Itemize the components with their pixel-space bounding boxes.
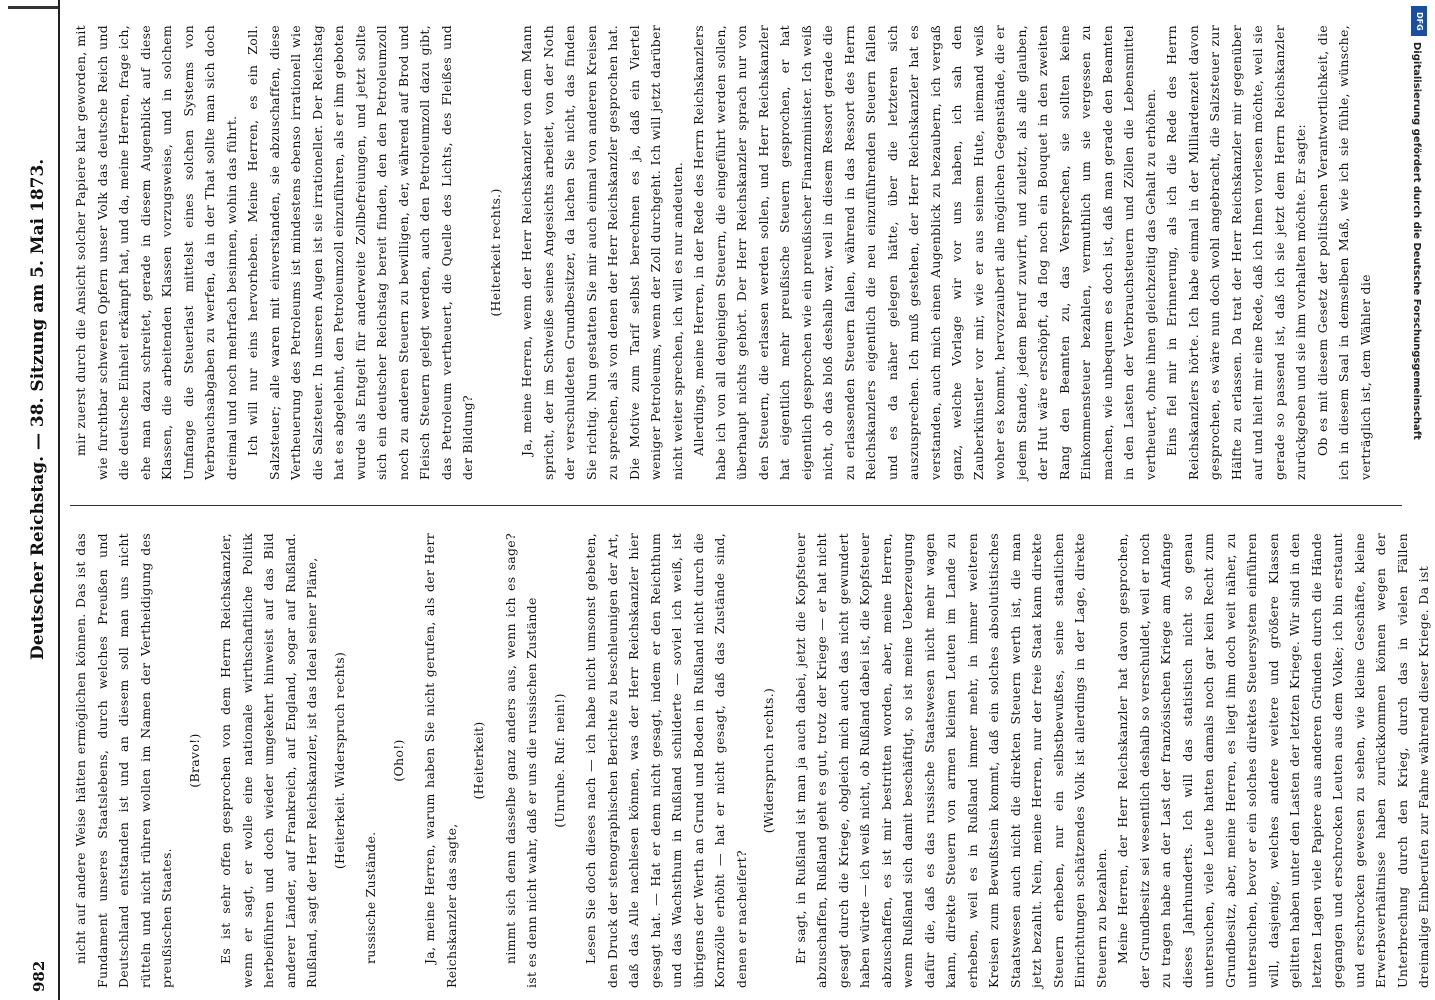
interjection: (Heiterkeit rechts.): [487, 188, 503, 317]
paragraph: Er sagt, in Rußland ist man ja auch dabei, jetzt die Kopfsteuer abzuschaffen, Rußland geht es gut, trotz der Kriege — er hat nicht gesagt durch die Kriege, obgleich mich auch das nicht gewundert haben würde — ich weiß nicht, ob Rußland dabei ist, die Kopfsteuer abzuschaffen, es ist mir bestritten worden, aber, meine Herren, wenn Rußland sich damit beschäftigt, so ist meine Ueberzeugung dafür die, daß es das russische Staatswesen nicht mehr wagen kann, direkte Steuern von armen kleinen Leuten im Lande zu erheben, weil es in Rußland immer mehr, in immer weiteren Kreisen zum Bewußtsein kommt, daß ein solches absolutistisches Staatswesen auch nicht die direkten Steuern werth ist, die man jetzt bezahlt. Nein, meine Herren, nur der freie Staat kann direkte Steuern erheben, nur ein selbstbewußtes, seine staatlichen Einrichtungen schätzendes Volk ist allerdings in der Lage, direkte Steuern zu bezahlen.: [792, 533, 1109, 988]
paragraph: Es ist sehr offen gesprochen von dem Herrn Reichskanzler, wenn er sagt, er wolle eine nationale wirthschaftliche Politik herbeiführen und doch wieder umgekehrt hinweist auf das Bild anderer Länder, auf Frankreich, auf England, sogar auf Rußland. Rußland, sagt der Herr Reichskanzler, ist das Ideal seiner Pläne,: [218, 533, 319, 988]
funding-notice: Digitalisierung gefördert durch die Deutsche Forschungsgemeinschaft: [1411, 42, 1422, 440]
interjection: (Bravo!): [186, 733, 202, 788]
interjection: (Widerspruch rechts.): [761, 687, 776, 834]
paragraph: mir zuerst durch die Ansicht solcher Papiere klar geworden, mit wie furchtbar schweren Opfern unser Volk das deutsche Reich und die deutsche Einheit erkämpft hat, und da, meine Herren, frage ich, ehe man dazu schreitet, gerade in diesem Augenblick auf diese Klassen, die arbeitenden Klassen vorzugsweise, und in solchem Umfange die Steuerlast mittelst eines solchen Systems von Verbrauchsabgaben zu werfen, da in der That sollte man sich doch dreimal und noch mehrfach besinnen, wohin das führt.: [73, 25, 239, 480]
interjection: (Heiterkeit. Widerspruch rechts): [331, 651, 347, 870]
interjection: (Heiterkeit): [471, 721, 486, 800]
paragraph: nimmt sich denn dasselbe ganz anders aus, wenn ich es sage? ist es denn nicht wahr, daß er uns die russischen Zustände: [502, 533, 539, 988]
scan-mark: [8, 6, 58, 9]
paragraph: Ja, meine Herren, warum haben Sie nicht gerufen, als der Herr Reichskanzler das sagte,: [422, 533, 459, 988]
paragraph: Meine Herren, der Herr Reichskanzler hat davon gesprochen, der Grundbesitz sei wesentlich deshalb so verschuldet, weil er noch zu tragen habe an der Last der französischen Kriege am Anfange dieses Jahrhunderts. Ich will das statistisch nicht so genau untersuchen, viele Leute hatten damals noch gar kein Recht zum Grundbesitz, aber, meine Herren, es liegt ihm doch weit näher, zu untersuchen, bevor er ein solches direktes Steuersystem einführen will, dasjenige, welches andere weitere und größere Klassen gelitten haben unter den Lasten der letzten Kriege. Wir sind in den letzten Lagen viele Papiere aus anderen Gründen durch die Hände gegangen und erschrocken Leuten aus dem Volke; ich bin erstaunt und erschrocken gewesen zu sehen, wie kleine Geschäfte, kleine Erwerbsverhältnisse haben zurückkommen können wegen der Unterbrechung durch den Krieg, durch das in vielen Fällen dreimalige Einberufen zur Fahne während dieser Kriege. Da ist: [1115, 533, 1431, 988]
paragraph: Ich will nur eins hervorheben. Meine Herren, es ein Zoll. Salzsteuer; alle waren mit einverstanden, sie abzuschaffen, diese Vertheuerung des Petroleums ist mindestens ebenso irrationell wie die Salzsteuer. In unseren Augen ist sie irrationeller. Der Reichstag hat es abgelehnt, den Petroleumzoll einzuführen, als er ihm geboten wurde als Entgelt für anderweite Zollbefreiungen, und jetzt sollte sich ein deutscher Reichstag bereit finden, den den Petroleumzoll noch zu anderen Steuern zu bewilligen, der, während auf Brod und Fleisch Steuern gelegt werden, auch den Petroleumzoll dazu gibt, das Petroleum vertheuert, die Quelle des Lichts, des Fleißes und der Bildung?: [245, 25, 475, 480]
text-column-right: [70, 25, 1402, 480]
text-column-left: [70, 533, 1431, 988]
paragraph: russische Zustände.: [363, 831, 378, 964]
page-title: Deutscher Reichstag. — 38. Sitzung am 5. Mai 1873.: [28, 158, 48, 660]
dfg-logo-icon: DFG: [1411, 6, 1427, 36]
page-number: 982: [30, 960, 48, 992]
funding-sidebar: [1408, 0, 1432, 1000]
interjection: (Unruhe. Ruf: nein!): [551, 693, 567, 828]
paragraph: Ob es mit diesem Gesetz der politischen Verantwortlichkeit, die ich in diesem Saal in demselben Maß, wie ich sie fühle, wünsche, verträglich ist, dem Wähler die: [1314, 25, 1373, 480]
page-header: [18, 0, 60, 1000]
paragraph: nicht auf andere Weise hätten ermöglichen können. Das ist das Fundament unseres Staatslebens, durch welches Preußen und Deutschland entstanden ist und an diesem soll man uns nicht rütteln und nicht rühren wollen im Namen der Vertheidigung des preußischen Staates.: [73, 533, 174, 988]
column-divider: [70, 505, 1402, 506]
paragraph: Eins fiel mir in Erinnerung, als ich die Rede des Herrn Reichskanzlers hörte. Ich habe einmal in der Milliardenzeit davon gesprochen, es wäre nun doch wohl angebracht, die Salzsteuer zur Hälfte zu erlassen. Da trat der Herr Reichskanzler mir gegenüber auf und hielt mir eine Rede, daß ich Ihnen vorlesen möchte, weil sie gerade so passend ist, daß ich sie jetzt dem Herrn Reichskanzler zurückgeben und sie ihm vorhalten möchte. Er sagte:: [1164, 25, 1308, 480]
paragraph: Ja, meine Herren, wenn der Herr Reichskanzler von dem Mann spricht, der im Schweiße seines Angesichts arbeitet, von der Noth der verschuldeten Grundbesitzer, da lachen Sie nicht, das finden Sie richtig. Nun gestatten Sie mir auch einmal von anderen Kreisen zu sprechen, als von denen der Herr Reichskanzler gesprochen hat. Die Motive zum Tarif selbst berechnen es ja, daß ein Viertel weniger Petroleums, wenn der Zoll durchgeht. Ich will jetzt darüber nicht weiter sprechen, ich will es nur andeuten.: [519, 25, 685, 480]
paragraph: Allerdings, meine Herren, in der Rede des Herrn Reichskanzlers habe ich von all denjenigen Steuern, die eingeführt werden sollen, überhaupt nichts gehört. Der Herr Reichskanzler sprach nur von den Steuern, die erlassen werden sollen, und Herr Reichskanzler hat eigentlich mehr preußische Steuern gesprochen, er hat eigentlich gesprochen wie ein preußischer Finanzminister. Ich weiß nicht, ob das bloß deshalb war, weil in diesem Ressort gerade die zu erlassenden Steuern fallen, während in das Ressort des Herrn Reichskanzlers eigentlich die neu einzuführenden Steuern fallen und es da näher gelegen hätte, über die letzteren sich auszusprechen. Ich muß gestehen, der Herr Reichskanzler hat es verstanden, auch mich einen Augenblick zu bezaubern, ich vergaß ganz, welche Vorlage wir vor uns haben, ich sah den Zauberkünstler vor mir, wie er aus seinem Hute, niemand weiß woher es kommt, hervorzaubert alle möglichen Gegenstände, die er jedem Stande, jedem Beruf zuwirft, und zuletzt, als alle glauben, der Hut wäre erschöpft, da flog noch ein Bouquet in den zweiten Rang den Beamten zu, das Versprechen, sie sollten keine Einkommensteuer bezahlen, vermuthlich um sie vergessen zu machen, wie unbequem es doch ist, daß man gerade den Beamten in den Lasten der Verbrauchsteuern und Zöllen die Lebensmittel vertheuert, ohne ihnen gleichzeitig das Gehalt zu erhöhen.: [691, 25, 1158, 480]
paragraph: Lesen Sie doch dieses nach — ich habe nicht umsonst gebeten, den Druck der stenographischen Berichte zu beschleunigen der Art, daß das Alle nachlesen können, was der Herr Reichskanzler hier gesagt hat. — Hat er denn nicht gesagt, indem er den Reichthum und das Wachsthum in Rußland schilderte — soviel ich weiß, ist übrigens der Werth an Grund und Boden in Rußland nicht durch die Kornzölle erhöht — hat er nicht gesagt, daß das Zustände sind, denen er nacheifert?: [583, 533, 749, 988]
interjection: (Oho!): [390, 739, 406, 782]
